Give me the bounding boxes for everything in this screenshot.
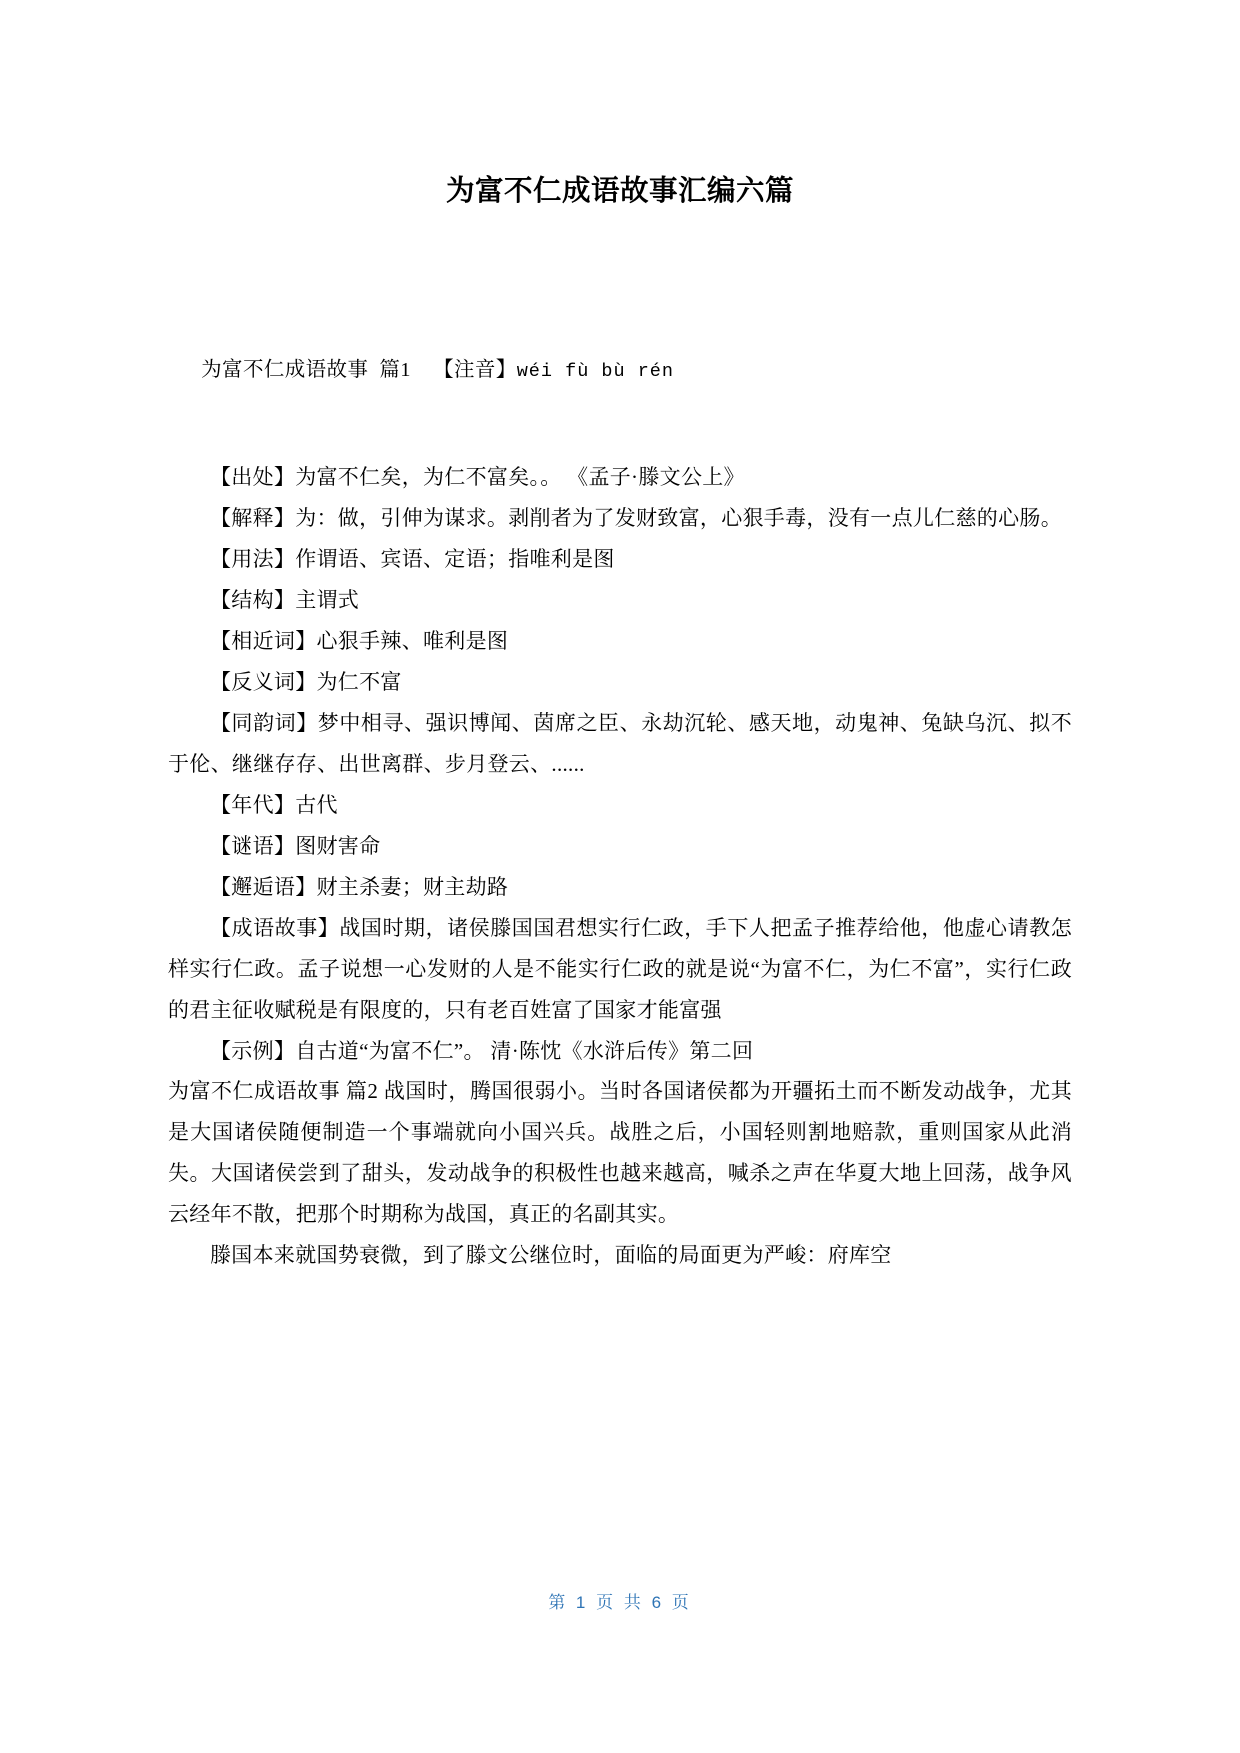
- footer-suffix: 页: [671, 1593, 692, 1612]
- paragraph-explanation: 【解释】为：做，引伸为谋求。剥削者为了发财致富，心狠手毒，没有一点儿仁慈的心肠。: [210, 506, 1062, 531]
- paragraph-era: 【年代】古代: [210, 792, 338, 817]
- paragraph-section-2: 为富不仁成语故事 篇2 战国时，腾国很弱小。当时各国诸侯都为开疆拓土而不断发动战争，尤其是大国诸侯随便制造一个事端就向小国兴兵。战胜之后，小国轻则割地赔款，重则国家从此消失。大国诸侯尝到了甜头，发动战争的积极性也越来越高，喊杀之声在华夏大地上回荡，战争风云经年不散，把那个时期称为战国，真正的名副其实。: [168, 1079, 1072, 1227]
- page-title: 为富不仁成语故事汇编六篇: [445, 175, 794, 207]
- paragraph-synonyms: 【相近词】心狠手辣、唯利是图: [210, 629, 509, 654]
- body-paragraphs: [168, 457, 1072, 1276]
- footer-prefix: 第: [548, 1593, 569, 1612]
- footer-current-page: 1: [575, 1593, 589, 1612]
- paragraph-structure: 【结构】主谓式: [210, 588, 360, 613]
- paragraph-rhymes: 【同韵词】梦中相寻、强识博闻、茵席之臣、永劫沉轮、感天地，动鬼神、兔缺乌沉、拟不于伦、继继存存、出世离群、步月登云、......: [168, 711, 1072, 776]
- document-content: [168, 0, 1072, 1276]
- section-heading: [168, 321, 1072, 419]
- footer-total-pages: 6: [651, 1593, 665, 1612]
- pinyin-text: wéi fù bù rén: [516, 360, 675, 382]
- paragraph-section-2-cont: 滕国本来就国势衰微，到了滕文公继位时，面临的局面更为严峻：府库空: [210, 1243, 892, 1268]
- footer-middle: 页 共: [596, 1593, 644, 1612]
- section-heading-label: 为富不仁成语故事 篇1: [201, 358, 411, 381]
- paragraph-source: 【出处】为富不仁矣，为仁不富矣。。 《孟子·滕文公上》: [210, 465, 745, 490]
- page-footer: [0, 1588, 1240, 1613]
- paragraph-xiehouyu: 【邂逅语】财主杀妻；财主劫路: [210, 874, 509, 899]
- paragraph-usage: 【用法】作谓语、宾语、定语；指唯利是图: [210, 547, 615, 572]
- paragraph-antonyms: 【反义词】为仁不富: [210, 670, 402, 695]
- paragraph-story: 【成语故事】战国时期，诸侯滕国国君想实行仁政，手下人把孟子推荐给他，他虚心请教怎样实行仁政。孟子说想一心发财的人是不能实行仁政的就是说“为富不仁，为仁不富”，实行仁政的君主征收赋税是有限度的，只有老百姓富了国家才能富强: [168, 915, 1072, 1022]
- spacer: [411, 359, 433, 381]
- paragraph-riddle: 【谜语】图财害命: [210, 833, 381, 858]
- paragraph-example: 【示例】自古道“为富不仁”。 清·陈忱《水浒后传》第二回: [210, 1038, 754, 1063]
- zhuyin-tag: 【注音】: [433, 358, 517, 381]
